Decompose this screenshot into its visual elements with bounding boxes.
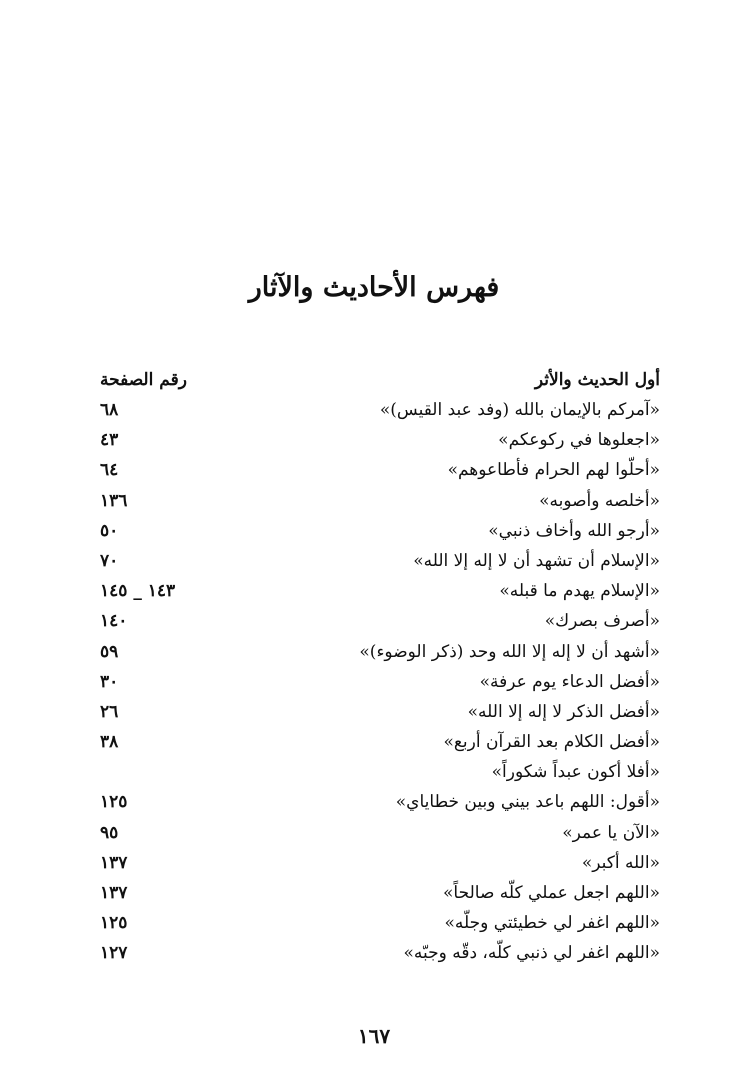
hadith-text: «أقول: اللهم باعد بيني وبين خطاياي» bbox=[395, 792, 660, 813]
page-ref: ٧٠ bbox=[100, 550, 119, 571]
hadith-text: «اجعلوها في ركوعكم» bbox=[498, 430, 660, 451]
index-row bbox=[100, 823, 660, 853]
index-row bbox=[100, 642, 660, 672]
page-ref: ٥٩ bbox=[100, 641, 119, 662]
page-ref: ٣٨ bbox=[100, 732, 119, 753]
index-row bbox=[100, 883, 660, 913]
hadith-text: «آمركم بالإيمان بالله (وفد عبد القيس)» bbox=[379, 400, 660, 420]
index-row bbox=[100, 943, 660, 973]
page-ref: ٩٥ bbox=[100, 822, 119, 843]
index-row bbox=[100, 551, 660, 581]
page-ref: ١٢٥ bbox=[100, 792, 128, 813]
hadith-text: «أفضل الذكر لا إله إلا الله» bbox=[467, 701, 660, 722]
page-number: ١٦٧ bbox=[357, 1024, 391, 1048]
hadith-text: «الإسلام أن تشهد أن لا إله إلا الله» bbox=[413, 550, 660, 571]
page-ref: ٢٦ bbox=[100, 701, 119, 722]
index-row bbox=[100, 611, 660, 641]
index-row bbox=[100, 732, 660, 762]
hadith-text: «أشهد أن لا إله إلا الله وحد (ذكر الوضوء)» bbox=[359, 641, 660, 662]
index-row bbox=[100, 702, 660, 732]
index-row bbox=[100, 913, 660, 943]
page-ref: ١٣٧ bbox=[100, 852, 128, 873]
index-list bbox=[100, 400, 660, 974]
index-header-row bbox=[100, 370, 660, 398]
hadith-text: «أفضل الدعاء يوم عرفة» bbox=[479, 671, 660, 692]
hadith-text: «أخلصه وأصوبه» bbox=[539, 490, 660, 511]
page-ref: ٦٨ bbox=[100, 400, 119, 420]
hadith-text: «أصرف بصرك» bbox=[544, 611, 660, 632]
hadith-text: «أرجو الله وأخاف ذنبي» bbox=[488, 520, 660, 541]
hadith-text: «الإسلام يهدم ما قبله» bbox=[499, 581, 660, 602]
page-ref: ١٤٠ bbox=[100, 611, 128, 632]
page-ref: ١٣٦ bbox=[100, 490, 128, 511]
hadith-text: «أفلا أكون عبداً شكوراً» bbox=[491, 762, 660, 783]
hadith-text: «أحلّوا لهم الحرام فأطاعوهم» bbox=[447, 460, 660, 481]
page-ref: ٥٠ bbox=[100, 520, 119, 541]
index-row bbox=[100, 430, 660, 460]
index-row bbox=[100, 521, 660, 551]
page-ref: ٤٣ bbox=[100, 430, 119, 451]
index-row bbox=[100, 400, 660, 430]
index-row bbox=[100, 762, 660, 792]
index-row bbox=[100, 491, 660, 521]
page-ref: ١٢٧ bbox=[100, 943, 128, 964]
page-ref: ١٢٥ bbox=[100, 913, 128, 934]
hadith-text: «اللهم اجعل عملي كلّه صالحاً» bbox=[443, 883, 660, 903]
hadith-text: «اللهم اغفر لي ذنبي كلّه، دقّه وجبّه» bbox=[403, 943, 660, 964]
index-row bbox=[100, 672, 660, 702]
index-row bbox=[100, 460, 660, 490]
hadith-text: «الآن يا عمر» bbox=[562, 822, 660, 843]
page-ref: ٣٠ bbox=[100, 671, 119, 692]
page-ref: ٦٤ bbox=[100, 460, 119, 481]
index-row bbox=[100, 853, 660, 883]
column-header-hadith: أول الحديث والأثر bbox=[534, 370, 660, 390]
column-header-page: رقم الصفحة bbox=[100, 370, 187, 390]
index-row bbox=[100, 792, 660, 822]
page-ref: ١٤٣ _ ١٤٥ bbox=[100, 581, 176, 602]
hadith-text: «أفضل الكلام بعد القرآن أربع» bbox=[443, 732, 660, 753]
hadith-text: «الله أكبر» bbox=[581, 852, 660, 873]
page-ref: ١٣٧ bbox=[100, 883, 128, 903]
page-title: فهرس الأحاديث والآثار bbox=[248, 272, 500, 303]
hadith-text: «اللهم اغفر لي خطيئتي وجلّه» bbox=[444, 913, 660, 934]
index-row bbox=[100, 581, 660, 611]
